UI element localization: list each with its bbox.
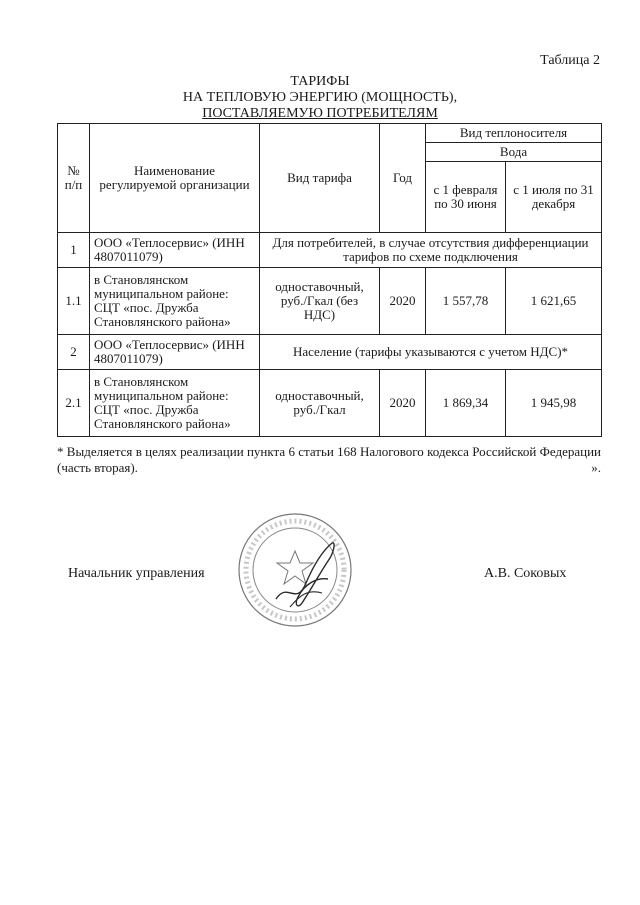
footnote-text: * Выделяется в целях реализации пункта 6 статьи 168 Налогового кодекса Российской Федерации (часть вторая). (57, 444, 601, 475)
tariffs-table (57, 123, 602, 437)
official-seal-with-signature (236, 511, 354, 629)
row-value-2: 1 621,65 (506, 268, 602, 335)
header-row-1 (58, 124, 602, 143)
row-org: ООО «Теплосервис» (ИНН 4807011079) (90, 335, 260, 370)
seal-lettering-texture (246, 521, 344, 619)
table-row (58, 268, 602, 335)
footnote (57, 444, 601, 476)
signer-name: А.В. Соковых (484, 566, 567, 581)
row-year: 2020 (380, 370, 426, 437)
header-org: Наименование регулируемой организации (90, 124, 260, 233)
table-row (58, 370, 602, 437)
row-num: 1.1 (58, 268, 90, 335)
header-tariff-type: Вид тарифа (260, 124, 380, 233)
table-row (58, 233, 602, 268)
seal-outer-ring (239, 514, 351, 626)
header-year: Год (380, 124, 426, 233)
row-num: 1 (58, 233, 90, 268)
row-note: Для потребителей, в случае отсутствия дифференциации тарифов по схеме подключения (260, 233, 602, 268)
row-org: ООО «Теплосервис» (ИНН 4807011079) (90, 233, 260, 268)
header-period-2: с 1 июля по 31 декабря (506, 162, 602, 233)
signer-title: Начальник управления (68, 566, 205, 581)
footnote-end: ». (591, 460, 601, 475)
row-org: в Становлянском муниципальном районе: СЦТ «пос. Дружба Становлянского района» (90, 370, 260, 437)
page-title: ТАРИФЫ (290, 74, 350, 89)
row-year: 2020 (380, 268, 426, 335)
row-value-2: 1 945,98 (506, 370, 602, 437)
row-note: Население (тарифы указываются с учетом НДС)* (260, 335, 602, 370)
page-subtitle-line-2: ПОСТАВЛЯЕМУЮ ПОТРЕБИТЕЛЯМ (202, 106, 438, 121)
row-org: в Становлянском муниципальном районе: СЦТ «пос. Дружба Становлянского района» (90, 268, 260, 335)
seal-inner-ring (253, 528, 337, 612)
row-value-1: 1 869,34 (426, 370, 506, 437)
row-value-1: 1 557,78 (426, 268, 506, 335)
page-subtitle-line-1: НА ТЕПЛОВУЮ ЭНЕРГИЮ (МОЩНОСТЬ), (182, 90, 458, 105)
table-label: Таблица 2 (540, 53, 600, 68)
handwritten-signature (276, 543, 334, 606)
row-tariff-type: одноставочный, руб./Гкал (без НДС) (260, 268, 380, 335)
header-period-1: с 1 февраля по 30 июня (426, 162, 506, 233)
header-carrier: Вид теплоносителя (426, 124, 602, 143)
table-row (58, 335, 602, 370)
header-num: № п/п (58, 124, 90, 233)
row-num: 2 (58, 335, 90, 370)
header-water: Вода (426, 143, 602, 162)
row-num: 2.1 (58, 370, 90, 437)
row-tariff-type: одноставочный, руб./Гкал (260, 370, 380, 437)
